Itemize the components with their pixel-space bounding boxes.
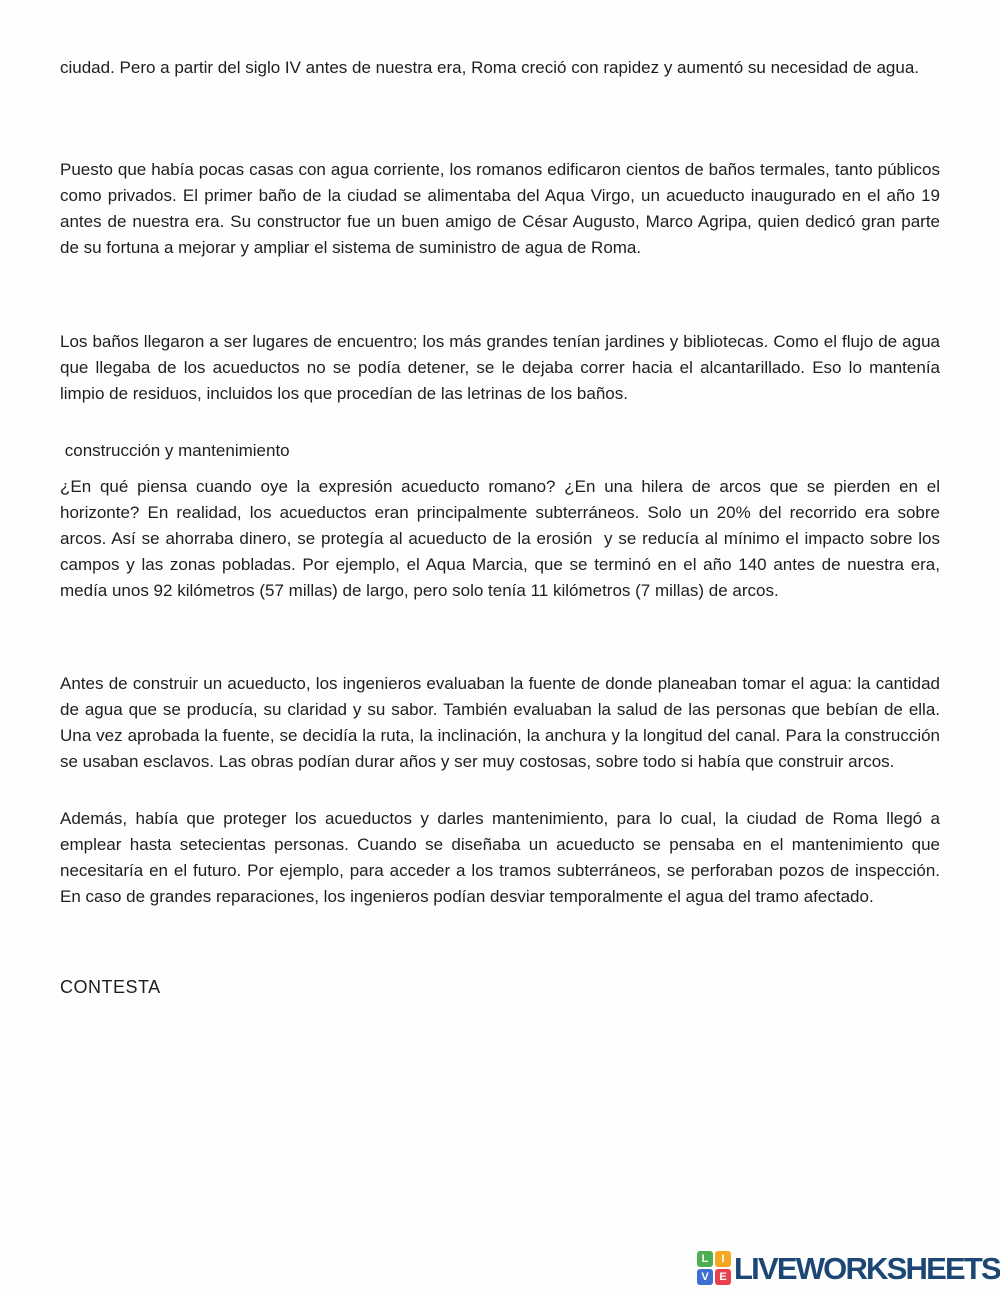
liveworksheets-logo-icon	[697, 1251, 731, 1285]
liveworksheets-wordmark: LIVEWORKSHEETS	[734, 1250, 1000, 1286]
paragraph-acueducto-romano: ¿En qué piensa cuando oye la expresión acueducto romano? ¿En una hilera de arcos que se pierden en el horizonte? En realidad, los acueductos eran principalmente subterráneos. Solo un 20% del recorrido era sobre arcos. Así se ahorraba dinero, se protegía al acueducto de la erosión y se reducía al mínimo el impacto sobre los campos y las zonas pobladas. Por ejemplo, el Aqua Marcia, que se terminó en el año 140 antes de nuestra era, medía unos 92 kilómetros (57 millas) de largo, pero solo tenía 11 kilómetros (7 millas) de arcos.	[60, 477, 945, 600]
section-heading-construccion-y-mantenimiento: construcción y mantenimiento	[60, 441, 290, 460]
paragraph-banos-termales: Puesto que había pocas casas con agua corriente, los romanos edificaron cientos de baños termales, tanto públicos como privados. El primer baño de la ciudad se alimentaba del Aqua Virgo, un acueducto inaugurado en el año 19 antes de nuestra era. Su constructor fue un buen amigo de César Augusto, Marco Agripa, quien dedicó gran parte de su fortuna a mejorar y ampliar el sistema de suministro de agua de Roma.	[60, 160, 945, 257]
contesta-label: CONTESTA	[60, 977, 161, 997]
logo-tile-l: L	[697, 1251, 713, 1267]
paragraph-lugares-de-encuentro: Los baños llegaron a ser lugares de encuentro; los más grandes tenían jardines y bibliotecas. Como el flujo de agua que llegaba de los acueductos no se podía detener, se le dejaba correr hacia el alcantarillado. Eso lo mantenía limpio de residuos, incluidos los que procedían de las letrinas de los baños.	[60, 332, 945, 403]
logo-tile-i: I	[715, 1251, 731, 1267]
logo-tile-e: E	[715, 1269, 731, 1285]
liveworksheets-logo[interactable]	[697, 1251, 1000, 1285]
paragraph-antes-de-construir: Antes de construir un acueducto, los ingenieros evaluaban la fuente de donde planeaban tomar el agua: la cantidad de agua que se producía, su claridad y su sabor. También evaluaban la salud de las personas que bebían de ella. Una vez aprobada la fuente, se decidía la ruta, la inclinación, la anchura y la longitud del canal. Para la construcción se usaban esclavos. Las obras podían durar años y ser muy costosas, sobre todo si había que construir arcos.	[60, 674, 945, 771]
logo-tile-v: V	[697, 1269, 713, 1285]
paragraph-proteger-acueductos: Además, había que proteger los acueductos y darles mantenimiento, para lo cual, la ciudad de Roma llegó a emplear hasta setecientas personas. Cuando se diseñaba un acueducto se pensaba en el mantenimiento que necesitaría en el futuro. Por ejemplo, para acceder a los tramos subterráneos, se perforaban pozos de inspección. En caso de grandes reparaciones, los ingenieros podían desviar temporalmente el agua del tramo afectado.	[60, 809, 945, 906]
paragraph-intro-continuation: ciudad. Pero a partir del siglo IV antes de nuestra era, Roma creció con rapidez y aumentó su necesidad de agua.	[60, 58, 920, 77]
